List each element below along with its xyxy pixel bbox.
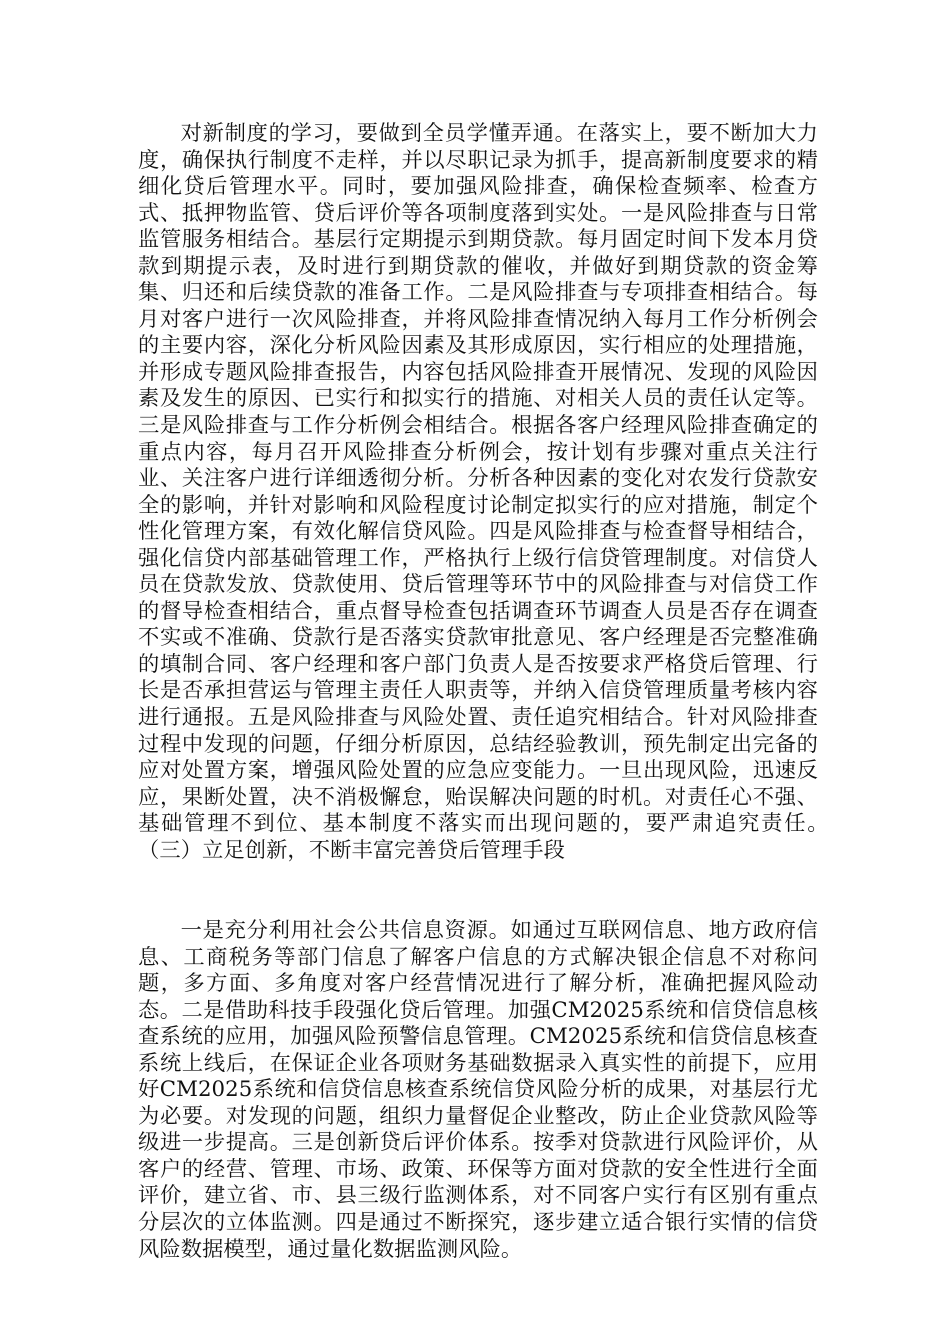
body-paragraph-1: 对新制度的学习，要做到全员学懂弄通。在落实上，要不断加大力度，确保执行制度不走样，并以尽职记录为抓手，提高新制度要求的精细化贷后管理水平。同时，要加强风险排查，确保检查频率、检查方式、抵押物监管、贷后评价等各项制度落到实处。一是风险排查与日常监管服务相结合。基层行定期提示到期贷款。每月固定时间下发本月贷款到期提示表，及时进行到期贷款的催收，并做好到期贷款的资金筹集、归还和后续贷款的准备工作。二是风险排查与专项排查相结合。每月对客户进行一次风险排查，并将风险排查情况纳入每月工作分析例会的主要内容，深化分析风险因素及其形成原因，实行相应的处理措施，并形成专题风险排查报告，内容包括风险排查开展情况、发现的风险因素及发生的原因、已实行和拟实行的措施、对相关人员的责任认定等。三是风险排查与工作分析例会相结合。根据各客户经理风险排查确定的重点内容，每月召开风险排查分析例会，按计划有步骤对重点关注行业、关注客户进行详细透彻分析。分析各种因素的变化对农发行贷款安全的影响，并针对影响和风险程度讨论制定拟实行的应对措施，制定个性化管理方案，有效化解信贷风险。四是风险排查与检查督导相结合，强化信贷内部基础管理工作，严格执行上级行信贷管理制度。对信贷人员在贷款发放、贷款使用、贷后管理等环节中的风险排查与对信贷工作的督导检查相结合，重点督导检查包括调查环节调查人员是否存在调查不实或不准确、贷款行是否落实贷款审批意见、客户经理是否完整准确的填制合同、客户经理和客户部门负责人是否按要求严格贷后管理、行长是否承担营运与管理主责任人职责等，并纳入信贷管理质量考核内容进行通报。五是风险排查与风险处置、责任追究相结合。针对风险排查过程中发现的问题，仔细分析原因，总结经验教训，预先制定出完备的应对处置方案，增强风险处置的应急应变能力。一旦出现风险，迅速反应，果断处置，决不消极懈怠，贻误解决问题的时机。对责任心不强、基础管理不到位、基本制度不落实而出现问题的，要严肃追究责任。 （三）立足创新，不断丰富完善贷后管理手段 [138,121,883,863]
body-paragraph-2: 一是充分利用社会公共信息资源。如通过互联网信息、地方政府信息、工商税务等部门信息了解客户信息的方式解决银企信息不对称问题，多方面、多角度对客户经营情况进行了解分析，准确把握风险动态。二是借助科技手段强化贷后管理。加强CM2025系统和信贷信息核查系统的应用，加强风险预警信息管理。CM2025系统和信贷信息核查系统上线后，在保证企业各项财务基础数据录入真实性的前提下，应用好CM2025系统和信贷信息核查系统信贷风险分析的成果，对基层行尤为必要。对发现的问题，组织力量督促企业整改，防止企业贷款风险等级进一步提高。三是创新贷后评价体系。按季对贷款进行风险评价，从客户的经营、管理、市场、政策、环保等方面对贷款的安全性进行全面评价，建立省、市、县三级行监测体系，对不同客户实行有区别有重点分层次的立体监测。四是通过不断探究，逐步建立适合银行实情的信贷风险数据模型，通过量化数据监测风险。 [138,918,818,1262]
